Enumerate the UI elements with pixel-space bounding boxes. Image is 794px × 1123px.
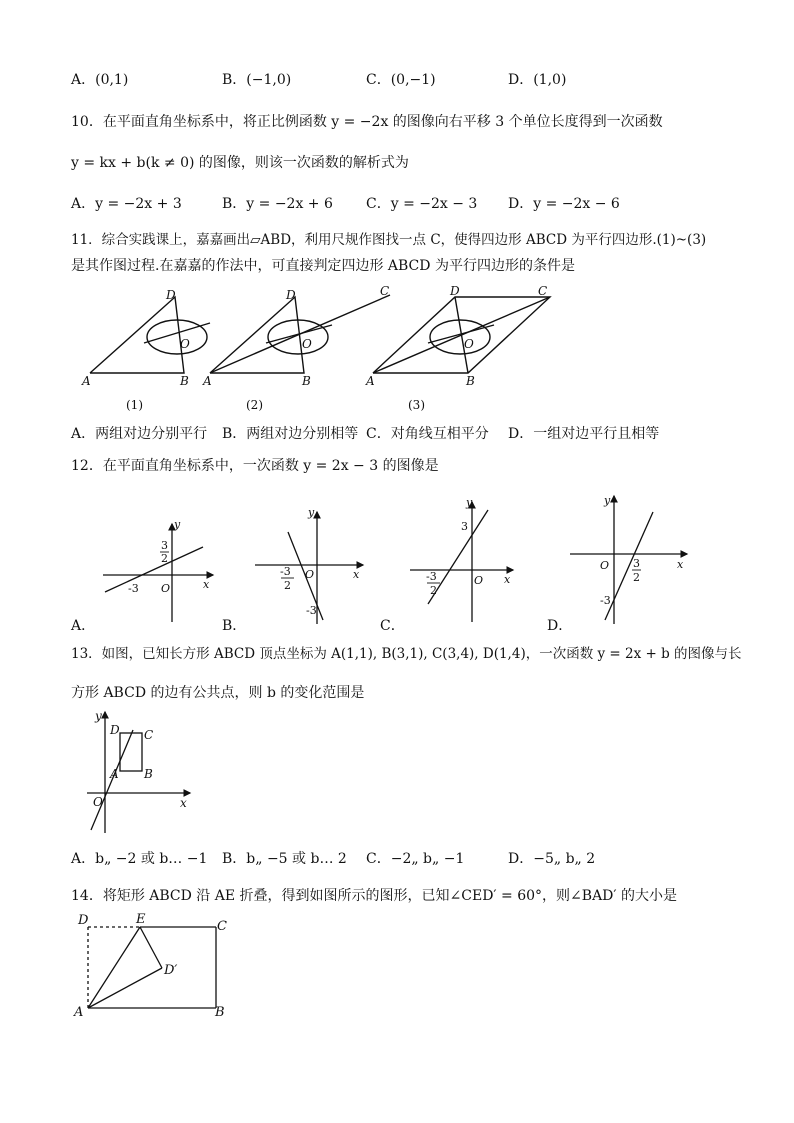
graph-a-o: O <box>161 582 171 595</box>
q10-stem-line1: 10．在平面直角坐标系中，将正比例函数 y = −2x 的图像向右平移 3 个单位长度得到一次函数 <box>71 114 663 130</box>
fold-ae <box>88 927 140 1008</box>
q11-option-b: B．两组对边分别相等 <box>222 426 359 442</box>
q14-figure <box>72 910 242 1020</box>
graph-a-num: 3 <box>161 539 168 552</box>
q13-option-a: A．b„ −2 或 b… −1 <box>71 851 208 867</box>
fig3-label-b: B <box>466 374 475 388</box>
fig1-label-d: D <box>166 288 176 302</box>
graph-c-3: 3 <box>461 520 468 533</box>
fig2-label-o: O <box>302 337 312 351</box>
fig3-caption: (3) <box>408 398 425 412</box>
fig3-label-d: D <box>450 285 460 298</box>
graph-d-den: 2 <box>633 571 640 584</box>
q9-option-a: A．(0,1) <box>71 72 129 88</box>
fig2-caption: (2) <box>246 398 263 412</box>
q11-option-c: C．对角线互相平分 <box>366 426 489 442</box>
graph-a-y: y <box>174 518 181 531</box>
q14-label-e: E <box>136 912 146 927</box>
q13-label-o: O <box>93 795 103 809</box>
graph-c-line <box>428 510 488 604</box>
q11-fig1 <box>90 297 210 373</box>
graph-b-neg3: -3 <box>306 604 317 617</box>
q10-option-a: A．y = −2x + 3 <box>71 196 182 212</box>
q11-figures <box>80 285 570 415</box>
q12-option-a: A． <box>71 618 96 634</box>
q14-label-a: A <box>74 1005 84 1020</box>
q14-label-b: B <box>215 1005 225 1020</box>
q13-label-d: D <box>110 723 120 737</box>
graph-a-x: x <box>203 578 210 591</box>
arc-circle <box>147 320 207 354</box>
graph-b-x: x <box>353 568 360 581</box>
q13-label-c: C <box>144 728 154 742</box>
q12-graphs <box>95 492 705 627</box>
q13-label-b: B <box>144 767 153 781</box>
graph-d-x: x <box>677 558 684 571</box>
graph-c-y: y <box>466 496 473 509</box>
graph-b-num: -3 <box>280 565 291 578</box>
q12-option-d: D． <box>547 618 573 634</box>
graph-c-x: x <box>504 573 511 586</box>
q14-label-c: C <box>217 919 227 934</box>
fig1-label-b: B <box>180 374 189 388</box>
fig2-label-c: C <box>380 285 390 298</box>
fig3-label-o: O <box>464 337 474 351</box>
q10-option-d: D．y = −2x − 6 <box>508 196 620 212</box>
q13-label-a: A <box>110 767 119 781</box>
q11-fig2 <box>210 295 390 373</box>
q11-option-a: A．两组对边分别平行 <box>71 426 208 442</box>
q12-option-b: B． <box>222 618 247 634</box>
q14-label-d: D <box>78 913 89 928</box>
q10-stem-line2: y = kx + b(k ≠ 0) 的图像，则该一次函数的解析式为 <box>71 155 409 171</box>
q9-option-b: B．(−1,0) <box>222 72 292 88</box>
q12-graph-d <box>570 496 687 624</box>
fig2-label-d: D <box>286 288 296 302</box>
graph-d-num: 3 <box>633 557 640 570</box>
side-ed-prime <box>140 927 162 968</box>
graph-d-o: O <box>600 559 610 572</box>
q11-option-d: D．一组对边平行且相等 <box>508 426 660 442</box>
q13-figure <box>85 708 195 836</box>
q9-option-c: C．(0,−1) <box>366 72 436 88</box>
q9-option-d: D．(1,0) <box>508 72 567 88</box>
q13-label-y: y <box>95 709 102 723</box>
q10-option-c: C．y = −2x − 3 <box>366 196 478 212</box>
q11-stem-line1: 11．综合实践课上，嘉嘉画出▱ABD，利用尺规作图找一点 C，使得四边形 ABCD 为平行四边形.(1)~(3) <box>71 232 707 248</box>
q10-option-b: B．y = −2x + 6 <box>222 196 333 212</box>
q14-stem: 14．将矩形 ABCD 沿 AE 折叠，得到如图所示的图形，已知∠CED′ = 60°，则∠BAD′ 的大小是 <box>71 888 678 904</box>
graph-a-line <box>105 547 203 592</box>
q13-option-d: D．−5„ b„ 2 <box>508 851 596 867</box>
side-ad-prime <box>88 968 162 1008</box>
q13-stem-line2: 方形 ABCD 的边有公共点，则 b 的变化范围是 <box>71 685 365 701</box>
graph-b-y: y <box>308 506 315 519</box>
q12-graph-a <box>103 524 213 622</box>
fig3-label-a: A <box>366 374 375 388</box>
graph-c-num: -3 <box>426 570 437 583</box>
graph-a-den: 2 <box>161 552 168 565</box>
q13-option-c: C．−2„ b„ −1 <box>366 851 465 867</box>
fig1-caption: (1) <box>126 398 143 412</box>
q13-stem-line1: 13．如图，已知长方形 ABCD 顶点坐标为 A(1,1), B(3,1), C(3,4), D(1,4)，一次函数 y = 2x + b 的图像与长 <box>71 646 742 662</box>
q12-option-c: C． <box>380 618 405 634</box>
q13-option-b: B．b„ −5 或 b… 2 <box>222 851 347 867</box>
fig2-label-a: A <box>203 374 212 388</box>
q12-stem: 12．在平面直角坐标系中，一次函数 y = 2x − 3 的图像是 <box>71 458 439 474</box>
graph-c-o: O <box>474 574 484 587</box>
graph-b-den: 2 <box>284 579 291 592</box>
fig3-label-c: C <box>538 285 548 298</box>
graph-d-y: y <box>604 494 611 507</box>
q11-stem-line2: 是其作图过程.在嘉嘉的作法中，可直接判定四边形 ABCD 为平行四边形的条件是 <box>71 258 575 274</box>
fig1-label-o: O <box>180 337 190 351</box>
graph-d-neg3: -3 <box>600 594 611 607</box>
graph-d-line <box>605 512 653 620</box>
graph-a-neg3: -3 <box>128 582 139 595</box>
q14-label-dprime: D′ <box>164 963 178 978</box>
q11-fig3 <box>373 297 550 373</box>
graph-c-den: 2 <box>430 584 437 597</box>
q13-label-x: x <box>180 796 187 810</box>
graph-b-o: O <box>305 568 315 581</box>
fig1-label-a: A <box>82 374 91 388</box>
fig2-label-b: B <box>302 374 311 388</box>
